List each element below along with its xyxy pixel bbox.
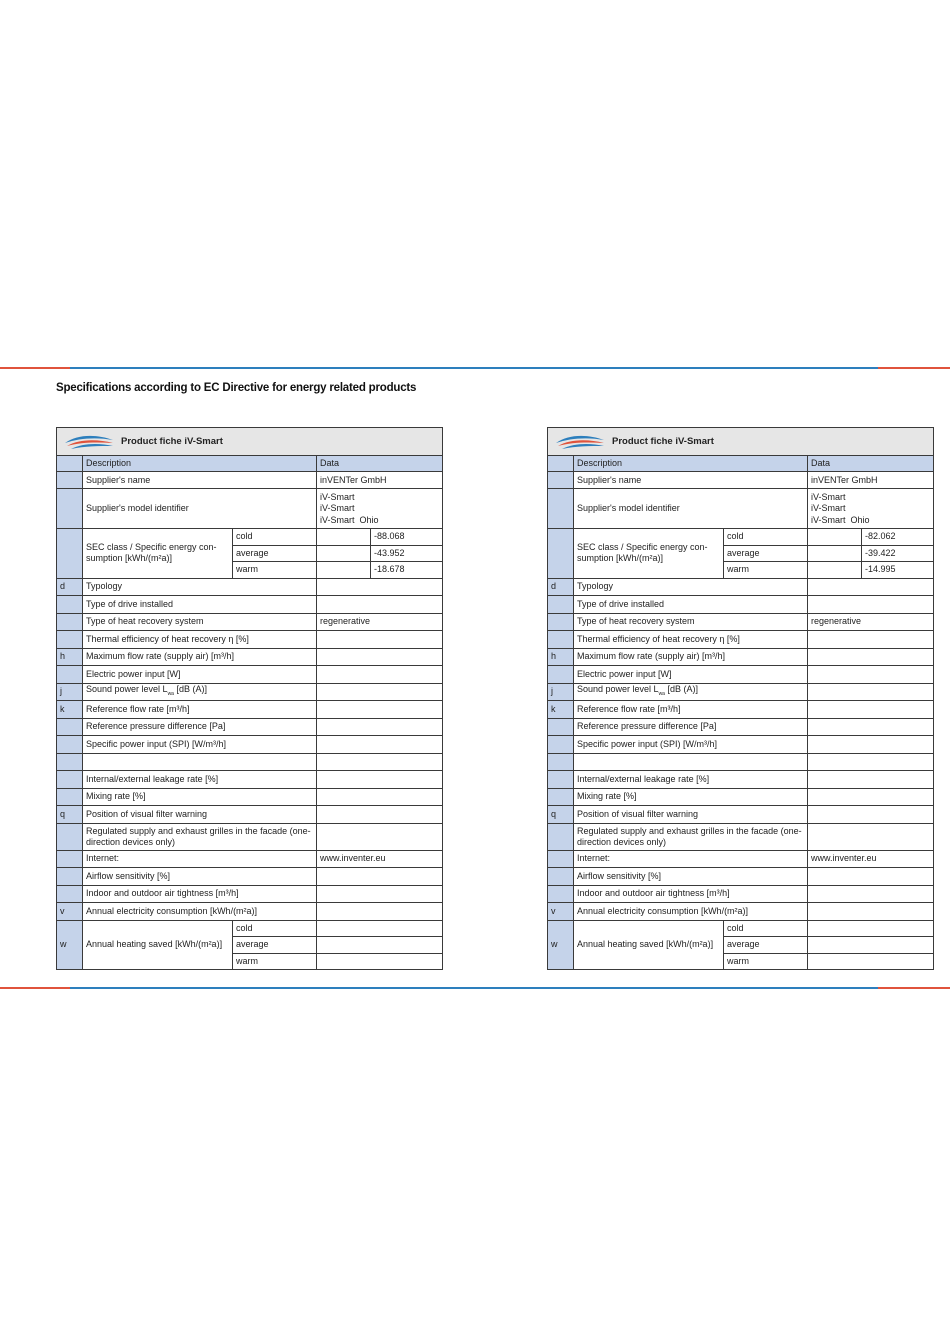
fiche-header-row: [548, 428, 934, 456]
annual-heating-label: Annual heating saved [kWh/(m²a)]: [574, 920, 724, 970]
table-row: [548, 648, 934, 666]
model-label: Supplier's model identifier: [83, 489, 317, 529]
row-letter: v: [57, 903, 83, 921]
table-row: [57, 613, 443, 631]
typology-label: Typology: [574, 578, 808, 596]
table-row: [57, 736, 443, 754]
annual-heating-label: Annual heating saved [kWh/(m²a)]: [83, 920, 233, 970]
supplier-value: inVENTer GmbH: [808, 472, 934, 489]
sec-climate-cold: cold: [233, 529, 317, 546]
rule-segment: [70, 987, 878, 989]
sec-label: SEC class / Specific energy con-sumption [kWh/(m²a)]: [83, 529, 233, 579]
row-letter: k: [548, 701, 574, 719]
heat-recovery-label: Type of heat recovery system: [83, 613, 317, 631]
table-row: [57, 868, 443, 886]
mixing-label: Mixing rate [%]: [83, 788, 317, 806]
supplier-label: Supplier's name: [83, 472, 317, 489]
table-row: [57, 850, 443, 868]
table-row: [548, 753, 934, 771]
product-fiche-left: [56, 427, 442, 970]
table-row: [57, 771, 443, 789]
table-row: [57, 631, 443, 649]
model-value-1: iV-Smart: [320, 492, 355, 503]
table-row: [57, 472, 443, 489]
row-letter: q: [57, 806, 83, 824]
rule-segment: [878, 987, 950, 989]
annual-electricity-label: Annual electricity consumption [kWh/(m²a)]: [574, 903, 808, 921]
sec-value-cold: -88.068: [371, 529, 443, 546]
model-value-2: iV-Smart: [320, 503, 355, 514]
sec-climate-average: average: [233, 545, 317, 562]
heating-climate-warm: warm: [724, 953, 808, 970]
fiche-title: Product fiche iV-Smart: [121, 436, 223, 447]
row-letter: w: [548, 920, 574, 970]
airflow-label: Airflow sensitivity [%]: [83, 868, 317, 886]
grilles-label: Regulated supply and exhaust grilles in the facade (one-direction devices only): [83, 823, 317, 850]
supplier-label: Supplier's name: [574, 472, 808, 489]
typology-label: Typology: [83, 578, 317, 596]
row-letter: h: [548, 648, 574, 666]
ref-flow-label: Reference flow rate [m³/h]: [574, 701, 808, 719]
table-row: [57, 701, 443, 719]
product-fiche-table: [547, 427, 934, 970]
sec-climate-warm: warm: [233, 562, 317, 579]
ref-pressure-label: Reference pressure difference [Pa]: [83, 718, 317, 736]
grilles-label: Regulated supply and exhaust grilles in the facade (one-direction devices only): [574, 823, 808, 850]
model-values: [317, 489, 443, 529]
sec-value-average: -43.952: [371, 545, 443, 562]
model-value-3: iV-Smart Ohio: [811, 514, 870, 525]
table-row: [548, 578, 934, 596]
table-row: [57, 753, 443, 771]
drive-label: Type of drive installed: [574, 596, 808, 614]
spi-label: Specific power input (SPI) [W/m³/h]: [574, 736, 808, 754]
ref-flow-label: Reference flow rate [m³/h]: [83, 701, 317, 719]
product-fiche-right: [547, 427, 933, 970]
supplier-value: inVENTer GmbH: [317, 472, 443, 489]
row-letter: d: [57, 578, 83, 596]
tightness-label: Indoor and outdoor air tightness [m³/h]: [574, 885, 808, 903]
column-header-row: [548, 456, 934, 472]
electric-power-label: Electric power input [W]: [83, 666, 317, 684]
airflow-label: Airflow sensitivity [%]: [574, 868, 808, 886]
table-row: [548, 885, 934, 903]
table-row: [548, 718, 934, 736]
heating-climate-cold: cold: [724, 920, 808, 937]
inventer-wave-logo-icon: [554, 434, 606, 450]
tightness-label: Indoor and outdoor air tightness [m³/h]: [83, 885, 317, 903]
table-row: [57, 920, 443, 937]
table-row: [57, 648, 443, 666]
row-letter: h: [57, 648, 83, 666]
sec-label: SEC class / Specific energy con-sumption [kWh/(m²a)]: [574, 529, 724, 579]
table-row: [57, 788, 443, 806]
row-letter: v: [548, 903, 574, 921]
row-letter: k: [57, 701, 83, 719]
table-row: [57, 489, 443, 529]
thermal-efficiency-label: Thermal efficiency of heat recovery η [%]: [83, 631, 317, 649]
ref-pressure-label: Reference pressure difference [Pa]: [574, 718, 808, 736]
heating-climate-warm: warm: [233, 953, 317, 970]
internet-label: Internet:: [83, 850, 317, 868]
table-row: [548, 529, 934, 546]
fiche-header-row: [57, 428, 443, 456]
model-label: Supplier's model identifier: [574, 489, 808, 529]
data-column-header: Data: [317, 456, 443, 472]
rule-segment: [0, 987, 70, 989]
model-value-3: iV-Smart Ohio: [320, 514, 379, 525]
table-row: [57, 666, 443, 684]
top-decorative-rule: [0, 367, 950, 370]
sec-climate-warm: warm: [724, 562, 808, 579]
inventer-wave-logo-icon: [63, 434, 115, 450]
table-row: [548, 472, 934, 489]
table-row: [548, 613, 934, 631]
table-row: [548, 736, 934, 754]
table-row: [548, 868, 934, 886]
sec-value-warm: -18.678: [371, 562, 443, 579]
sec-value-warm: -14.995: [862, 562, 934, 579]
filter-label: Position of visual filter warning: [574, 806, 808, 824]
max-flow-label: Maximum flow rate (supply air) [m³/h]: [574, 648, 808, 666]
heating-climate-average: average: [233, 937, 317, 954]
sec-climate-cold: cold: [724, 529, 808, 546]
table-row: [548, 823, 934, 850]
description-column-header: Description: [574, 456, 808, 472]
model-value-1: iV-Smart: [811, 492, 846, 503]
internet-value: www.inventer.eu: [317, 850, 443, 868]
model-value-2: iV-Smart: [811, 503, 846, 514]
data-column-header: Data: [808, 456, 934, 472]
mixing-label: Mixing rate [%]: [574, 788, 808, 806]
table-row: [548, 806, 934, 824]
table-row: [57, 596, 443, 614]
heating-climate-average: average: [724, 937, 808, 954]
table-row: [548, 631, 934, 649]
table-row: [548, 596, 934, 614]
heating-climate-cold: cold: [233, 920, 317, 937]
description-column-header: Description: [83, 456, 317, 472]
spi-label: Specific power input (SPI) [W/m³/h]: [83, 736, 317, 754]
heat-recovery-label: Type of heat recovery system: [574, 613, 808, 631]
heat-recovery-value: regenerative: [808, 613, 934, 631]
column-header-row: [57, 456, 443, 472]
rule-segment: [0, 367, 70, 369]
heat-recovery-value: regenerative: [317, 613, 443, 631]
table-row: [548, 701, 934, 719]
table-row: [548, 920, 934, 937]
leakage-label: Internal/external leakage rate [%]: [574, 771, 808, 789]
row-letter: q: [548, 806, 574, 824]
row-letter: w: [57, 920, 83, 970]
table-row: [57, 718, 443, 736]
internet-label: Internet:: [574, 850, 808, 868]
fiche-title: Product fiche iV-Smart: [612, 436, 714, 447]
rule-segment: [70, 367, 878, 369]
sec-value-cold: -82.062: [862, 529, 934, 546]
filter-label: Position of visual filter warning: [83, 806, 317, 824]
max-flow-label: Maximum flow rate (supply air) [m³/h]: [83, 648, 317, 666]
rule-segment: [878, 367, 950, 369]
annual-electricity-label: Annual electricity consumption [kWh/(m²a)]: [83, 903, 317, 921]
table-row: [57, 885, 443, 903]
table-row: [548, 771, 934, 789]
table-row: [57, 683, 443, 701]
table-row: [57, 529, 443, 546]
table-row: [548, 850, 934, 868]
product-fiche-table: [56, 427, 443, 970]
row-letter: j: [548, 683, 574, 701]
table-row: [548, 489, 934, 529]
page-heading: Specifications according to EC Directive for energy related products: [56, 382, 417, 394]
table-row: [57, 578, 443, 596]
table-row: [548, 666, 934, 684]
row-letter: d: [548, 578, 574, 596]
table-row: [548, 683, 934, 701]
internet-value: www.inventer.eu: [808, 850, 934, 868]
bottom-decorative-rule: [0, 987, 950, 990]
table-row: [548, 903, 934, 921]
table-row: [57, 806, 443, 824]
leakage-label: Internal/external leakage rate [%]: [83, 771, 317, 789]
row-letter: j: [57, 683, 83, 701]
sec-climate-average: average: [724, 545, 808, 562]
table-row: [548, 788, 934, 806]
thermal-efficiency-label: Thermal efficiency of heat recovery η [%]: [574, 631, 808, 649]
sound-label: Sound power level $L_{wa}$ [dB (A)]: [574, 683, 808, 701]
sec-value-average: -39.422: [862, 545, 934, 562]
table-row: [57, 903, 443, 921]
electric-power-label: Electric power input [W]: [574, 666, 808, 684]
drive-label: Type of drive installed: [83, 596, 317, 614]
sound-label: Sound power level $L_{wa}$ [dB (A)]: [83, 683, 317, 701]
model-values: [808, 489, 934, 529]
table-row: [57, 823, 443, 850]
